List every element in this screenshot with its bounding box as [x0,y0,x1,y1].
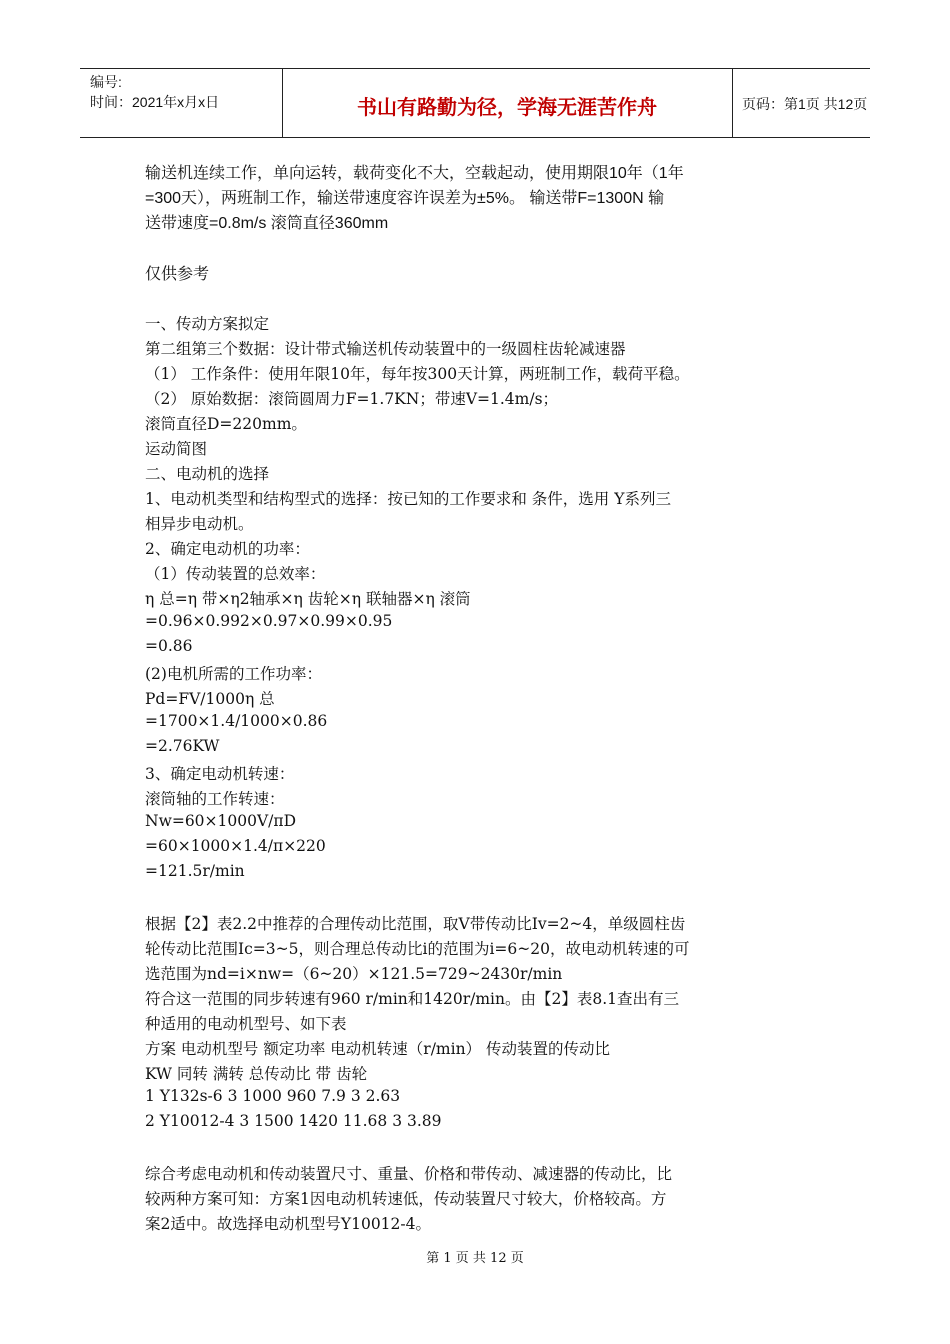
body-line: 根据【2】表2.2中推荐的合理传动比范围，取V带传动比Iv=2~4，单级圆柱齿 [145,915,686,933]
formula-line: Nw=60×1000V/πD [145,812,297,830]
body-line: 第二组第三个数据：设计带式输送机传动装置中的一级圆柱齿轮减速器 [145,340,626,358]
formula-line: =0.86 [145,637,193,655]
section-heading: 一、传动方案拟定 [145,315,270,333]
page-header [80,68,870,138]
section-heading: 二、电动机的选择 [145,465,270,483]
body-line: 轮传动比范围Ic=3~5，则合理总传动比i的范围为i=6~20，故电动机转速的可 [145,940,690,958]
document-number-label: 编号: [90,74,122,90]
body-line: 案2适中。故选择电动机型号Y10012-4。 [145,1215,432,1233]
table-row: 1 Y132s-6 3 1000 960 7.9 3 2.63 [145,1087,401,1105]
header-page-info: 页码：第1页 共12页 [742,96,868,112]
formula-line: =121.5r/min [145,862,245,880]
intro-line: 输送机连续工作，单向运转，载荷变化不大，空载起动，使用期限10年（1年 [145,165,684,182]
body-line: 滚筒直径D=220mm。 [145,415,307,433]
body-line: 1、电动机类型和结构型式的选择：按已知的工作要求和 条件，选用 Y系列三 [145,490,671,508]
document-date: 时间：2021年x月x日 [90,94,220,110]
table-subheader-line: KW 同转 满转 总传动比 带 齿轮 [145,1065,368,1083]
body-line: （1）传动装置的总效率： [145,565,326,583]
formula-line: =1700×1.4/1000×0.86 [145,712,328,730]
body-line: 3、确定电动机转速： [145,765,295,783]
body-line: 选范围为nd=i×nw=（6~20）×121.5=729~2430r/min [145,965,563,983]
body-line: (2)电机所需的工作功率： [145,665,322,683]
reference-note: 仅供参考 [145,266,210,283]
table-row: 2 Y10012-4 3 1500 1420 11.68 3 3.89 [145,1112,442,1130]
body-line: （1） 工作条件：使用年限10年，每年按300天计算，两班制工作，载荷平稳。 [145,365,690,383]
body-line: （2） 原始数据：滚筒圆周力F=1.7KN；带速V=1.4m/s； [145,390,559,408]
body-line: 运动简图 [145,440,208,458]
page-footer: 第 1 页 共 12 页 [426,1251,524,1266]
body-line: 较两种方案可知：方案1因电动机转速低，传动装置尺寸较大，价格较高。方 [145,1190,667,1208]
intro-line: =300天），两班制工作，输送带速度容许误差为±5%。 输送带F=1300N 输 [145,190,665,207]
body-line: 2、确定电动机的功率： [145,540,310,558]
header-motto-cell [282,69,733,137]
header-page-cell [732,69,870,137]
formula-line: =60×1000×1.4/π×220 [145,837,326,855]
table-header-line: 方案 电动机型号 额定功率 电动机转速（r/min） 传动装置的传动比 [145,1040,610,1058]
formula-line: =0.96×0.992×0.97×0.99×0.95 [145,612,393,630]
body-line: 相异步电动机。 [145,515,254,533]
header-meta-cell [80,69,283,137]
intro-line: 送带速度=0.8m/s 滚筒直径360mm [145,215,389,232]
body-line: 符合这一范围的同步转速有960 r/min和1420r/min。由【2】表8.1查出有三 [145,990,680,1008]
body-line: 滚筒轴的工作转速： [145,790,285,808]
body-line: 种适用的电动机型号、如下表 [145,1015,347,1033]
formula-line: η 总=η 带×η2轴承×η 齿轮×η 联轴器×η 滚筒 [145,590,471,608]
formula-line: =2.76KW [145,737,220,755]
body-line: 综合考虑电动机和传动装置尺寸、重量、价格和带传动、减速器的传动比，比 [145,1165,673,1183]
formula-line: Pd=FV/1000η 总 [145,690,275,708]
header-motto: 书山有路勤为径，学海无涯苦作舟 [357,97,657,119]
